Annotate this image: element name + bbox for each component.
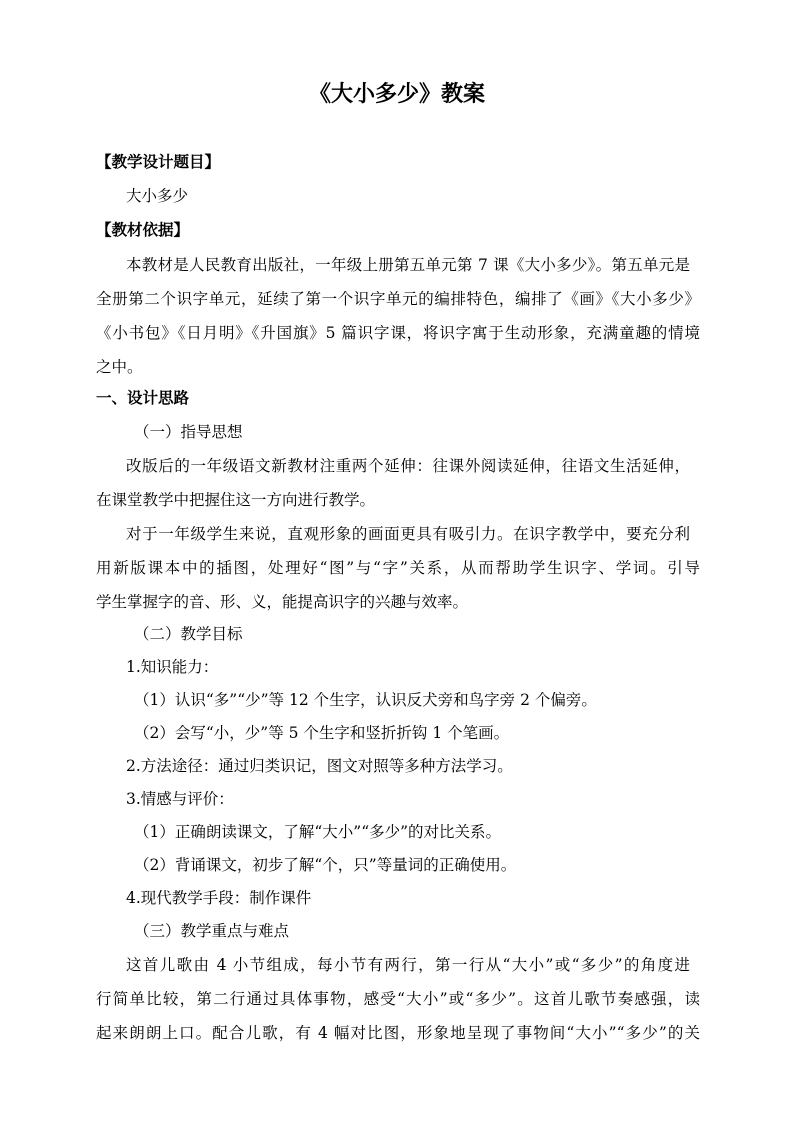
goal-4: 4.现代教学手段：制作课件 [126, 889, 312, 907]
key-line-2: 行简单比较，第二行通过具体事物，感受“大小”或“多少”。这首儿歌节奏感强，读 [96, 990, 700, 1008]
guide-para2-line-2: 用新版课本中的插图，处理好“图”与“字”关系，从而帮助学生识字、学词。引导 [96, 559, 700, 577]
goal-1: 1.知识能力： [126, 658, 219, 676]
goal-1a: （1）认识“多”“少”等 12 个生字，认识反犬旁和鸟字旁 2 个偏旁。 [134, 691, 597, 709]
key-line-3: 起来朗朗上口。配合儿歌，有 4 幅对比图，形象地呈现了事物间“大小”“多少”的关 [96, 1024, 700, 1042]
subheading-teaching-goals: （二）教学目标 [134, 625, 243, 643]
goal-2: 2.方法途径：通过归类识记，图文对照等多种方法学习。 [126, 757, 513, 775]
goal-3: 3.情感与评价： [126, 790, 234, 808]
basis-line-1: 本教材是人民教育出版社，一年级上册第五单元第 7 课《大小多少》。第五单元是 [126, 256, 690, 274]
basis-line-4: 之中。 [96, 358, 143, 376]
guide-para2-line-1: 对于一年级学生来说，直观形象的画面更具有吸引力。在识字教学中，要充分利 [126, 525, 690, 543]
heading-design-ideas: 一、设计思路 [96, 389, 190, 407]
key-line-1: 这首儿歌由 4 小节组成，每小节有两行，第一行从“大小”或“多少”的角度进 [126, 956, 690, 974]
goal-3b: （2）背诵课文，初步了解“个，只”等量词的正确使用。 [134, 856, 517, 874]
guide-para1-line-1: 改版后的一年级语文新教材注重两个延伸：往课外阅读延伸，往语文生活延伸， [126, 457, 690, 475]
subheading-key-points: （三）教学重点与难点 [134, 922, 290, 940]
document-title: 《大小多少》教案 [308, 82, 485, 107]
guide-para1-line-2: 在课堂教学中把握住这一方向进行教学。 [96, 491, 376, 509]
guide-para2-line-3: 学生掌握字的音、形、义，能提高识字的兴趣与效率。 [96, 593, 469, 611]
heading-basis: 【教材依据】 [96, 221, 190, 239]
goal-1b: （2）会写“小，少”等 5 个生字和竖折折钩 1 个笔画。 [134, 724, 510, 742]
subheading-guiding-thought: （一）指导思想 [134, 423, 243, 441]
topic-text: 大小多少 [126, 187, 189, 205]
basis-line-3: 《小书包》《日月明》《升国旗》5 篇识字课，将识字寓于生动形象，充满童趣的情境 [96, 324, 700, 342]
goal-3a: （1）正确朗读课文，了解“大小”“多少”的对比关系。 [134, 823, 502, 841]
heading-topic: 【教学设计题目】 [96, 153, 221, 171]
basis-line-2: 全册第二个识字单元，延续了第一个识字单元的编排特色，编排了《画》《大小多少》 [96, 290, 700, 308]
